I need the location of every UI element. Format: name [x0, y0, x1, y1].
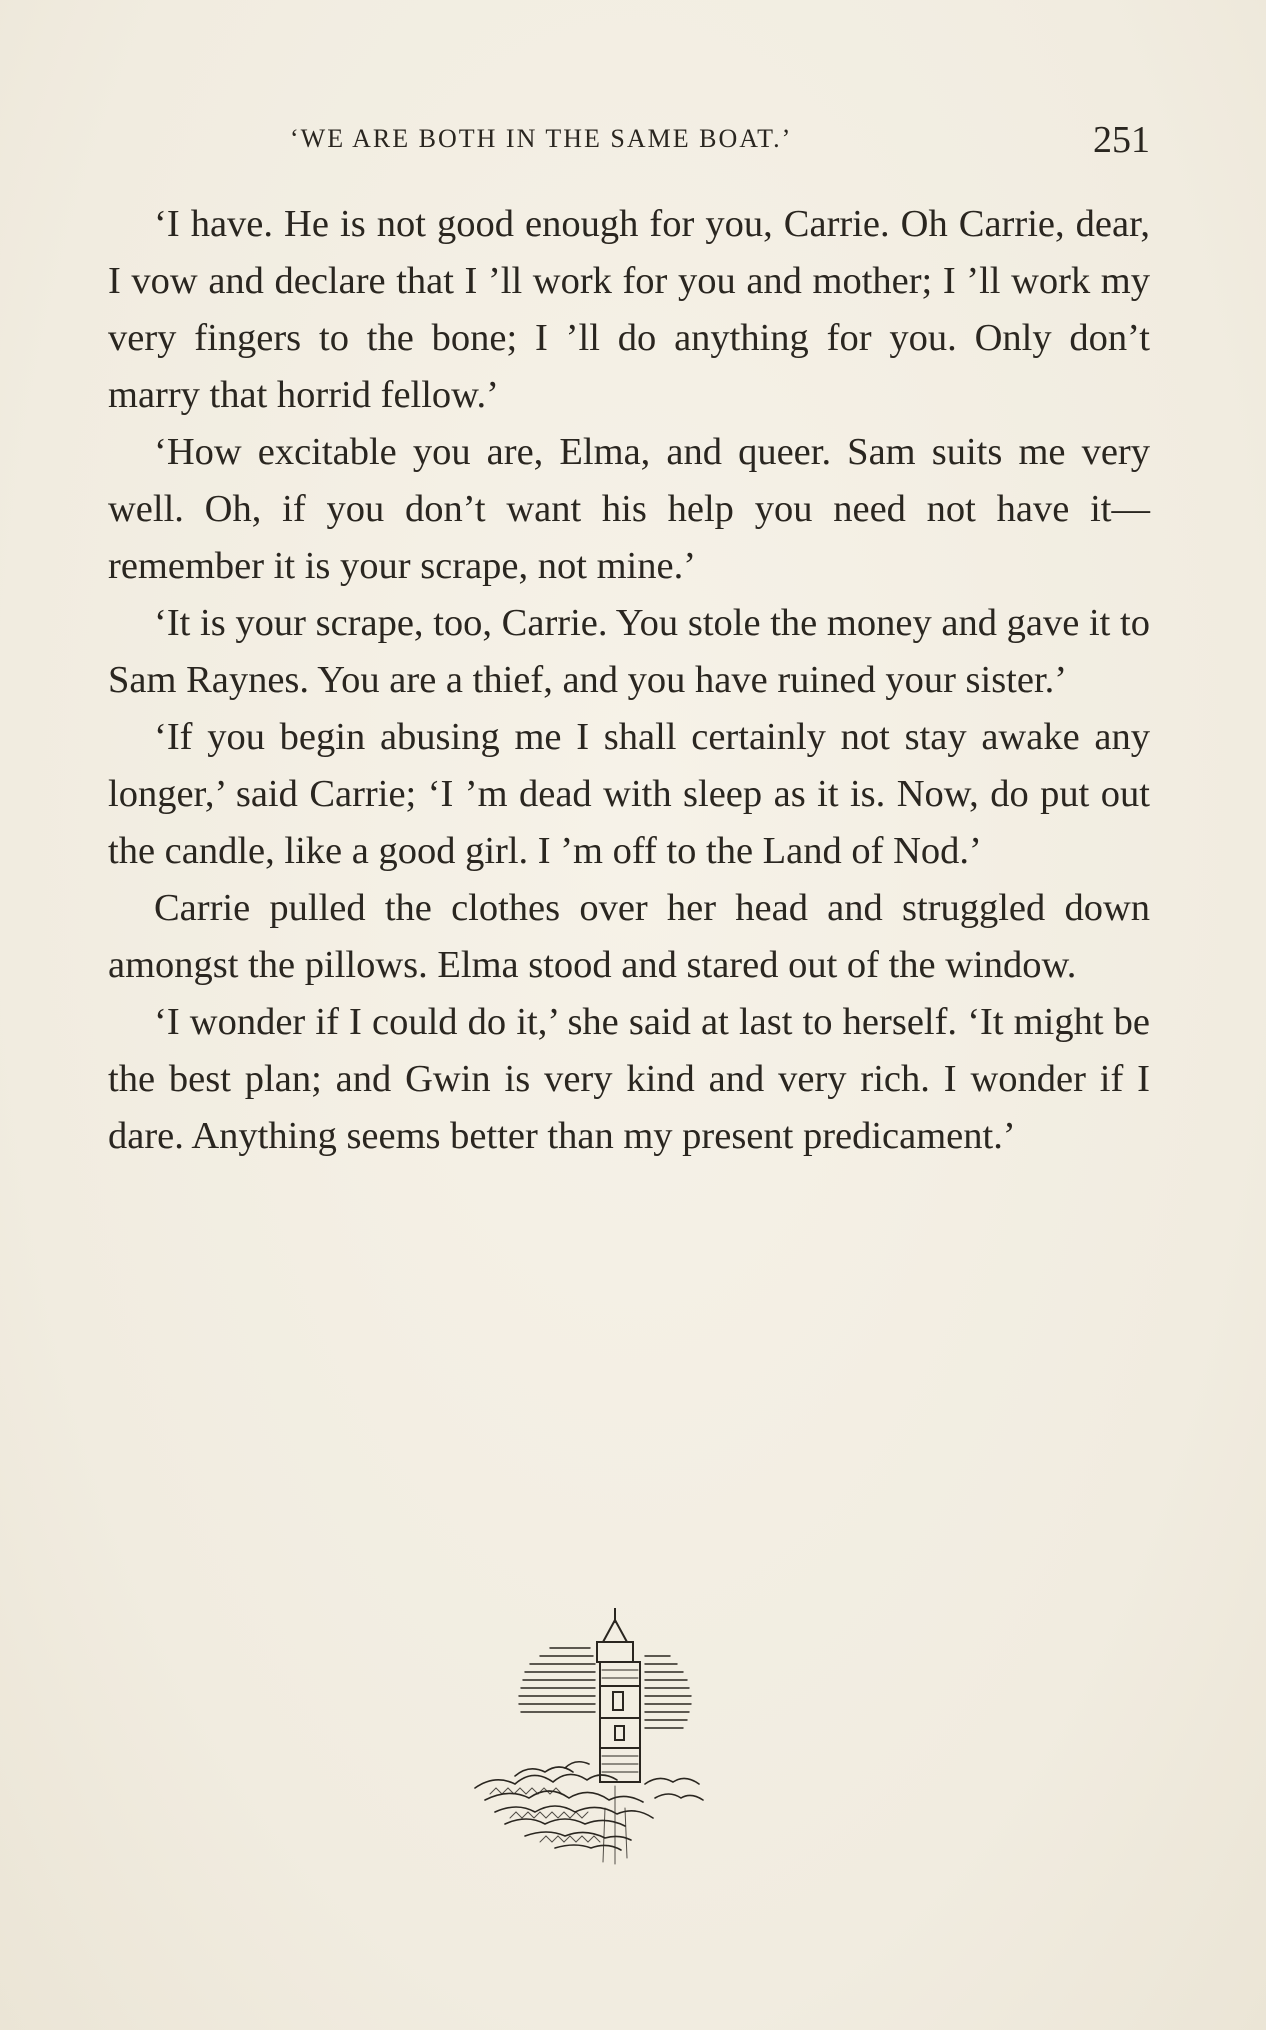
- paragraph: ‘How excitable you are, Elma, and queer. Sam suits me very well. Oh, if you don’t want his help you need not have it—remember it is your scrape, not mine.’: [108, 431, 1150, 587]
- running-title: ‘WE ARE BOTH IN THE SAME BOAT.’: [290, 124, 793, 153]
- paragraph: Carrie pulled the clothes over her head and struggled down amongst the pillows. Elma stood and stared out of the window.: [108, 887, 1150, 986]
- tower-engraving-icon: [455, 1608, 755, 1868]
- paragraph: ‘It is your scrape, too, Carrie. You stole the money and gave it to Sam Raynes. You are a thief, and you have ruined your sister.’: [108, 602, 1150, 701]
- paragraph: ‘If you begin abusing me I shall certainly not stay awake any longer,’ said Carrie; ‘I ’m dead with sleep as it is. Now, do put out the candle, like a good girl. I ’m off to the Land of Nod.’: [108, 716, 1150, 872]
- page-header: [108, 118, 1150, 168]
- body-text: [108, 196, 1150, 1165]
- paragraph: ‘I have. He is not good enough for you, Carrie. Oh Carrie, dear, I vow and declare that I ’ll work for you and mother; I ’ll work my very fingers to the bone; I ’ll do anything for you. Only don’t marry that horrid fellow.’: [108, 203, 1150, 416]
- paragraph: ‘I wonder if I could do it,’ she said at last to herself. ‘It might be the best plan; and Gwin is very kind and very rich. I wonder if I dare. Anything seems better than my present predicament.’: [108, 1001, 1150, 1157]
- page-number: 251: [1093, 119, 1150, 161]
